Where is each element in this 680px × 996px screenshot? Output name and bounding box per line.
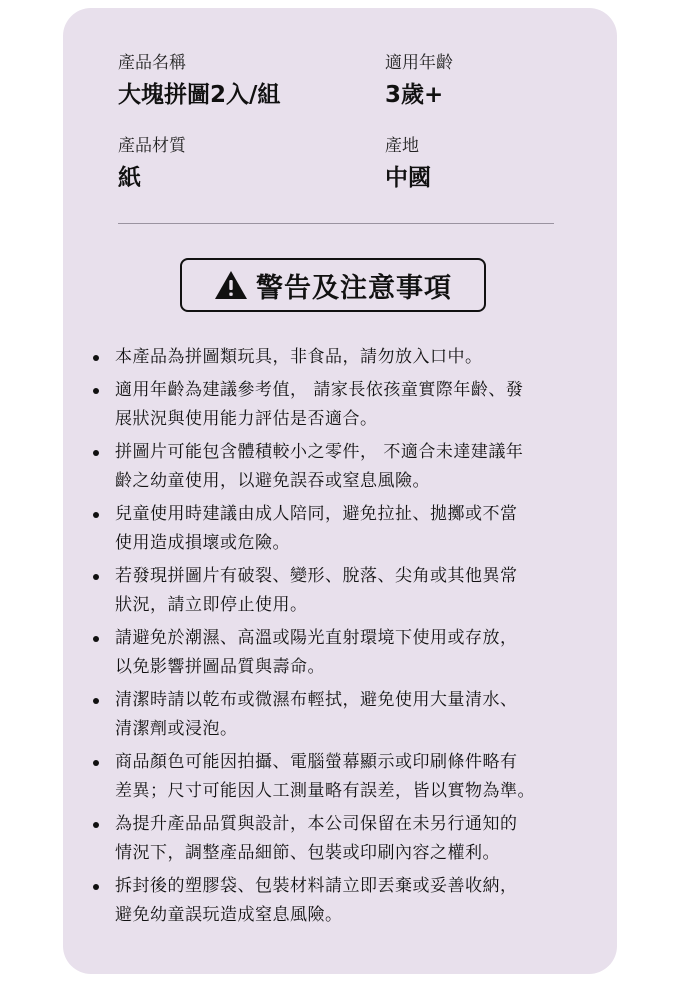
warning-header (180, 258, 486, 312)
note-line: 為提升產品品質與設計，本公司保留在未另行通知的 (115, 814, 518, 834)
warning-note-item (93, 500, 593, 558)
note-line: 避免幼童誤玩造成窒息風險。 (115, 905, 343, 925)
warning-title: 警告及注意事項 (256, 272, 452, 304)
bullet-icon (93, 884, 99, 890)
bullet-icon (93, 760, 99, 766)
spec-value: 中國 (385, 165, 431, 191)
spec-label: 產品材質 (118, 136, 186, 156)
spec-label: 產品名稱 (118, 53, 186, 73)
warning-note-item (93, 376, 593, 434)
warning-note-item (93, 686, 593, 744)
bullet-icon (93, 450, 99, 456)
bullet-icon (93, 355, 99, 361)
spec-material (118, 135, 186, 193)
spec-product-name (118, 52, 280, 110)
note-line: 清潔劑或浸泡。 (115, 719, 238, 739)
warning-note-item (93, 624, 593, 682)
spec-value: 紙 (118, 165, 141, 191)
note-line: 商品顏色可能因拍攝、電腦螢幕顯示或印刷條件略有 (115, 752, 518, 772)
spec-origin (385, 135, 431, 193)
warning-note-item (93, 438, 593, 496)
note-line: 以免影響拼圖品質與壽命。 (115, 657, 325, 677)
warning-notes-list (93, 343, 593, 934)
note-line: 拼圖片可能包含體積較小之零件， 不適合未達建議年 (115, 442, 524, 462)
note-line: 差異；尺寸可能因人工測量略有誤差，皆以實物為準。 (115, 781, 535, 801)
spec-label: 適用年齡 (385, 53, 453, 73)
note-line: 兒童使用時建議由成人陪同，避免拉扯、拋擲或不當 (115, 504, 518, 524)
note-line: 狀況，請立即停止使用。 (115, 595, 308, 615)
spec-value: 3歲+ (385, 82, 444, 108)
spec-age-range (385, 52, 453, 110)
note-line: 展狀況與使用能力評估是否適合。 (115, 409, 378, 429)
bullet-icon (93, 636, 99, 642)
bullet-icon (93, 574, 99, 580)
warning-note-item (93, 562, 593, 620)
bullet-icon (93, 512, 99, 518)
warning-triangle-icon (214, 270, 248, 300)
note-line: 清潔時請以乾布或微濕布輕拭，避免使用大量清水、 (115, 690, 518, 710)
note-line: 本產品為拼圖類玩具，非食品，請勿放入口中。 (115, 347, 483, 367)
spec-value: 大塊拼圖2入/組 (118, 82, 281, 108)
warning-note-item (93, 343, 593, 372)
section-divider (118, 223, 554, 224)
note-line: 若發現拼圖片有破裂、變形、脫落、尖角或其他異常 (115, 566, 518, 586)
note-line: 情況下，調整產品細節、包裝或印刷內容之權利。 (115, 843, 500, 863)
warning-note-item (93, 872, 593, 930)
bullet-icon (93, 822, 99, 828)
note-line: 適用年齡為建議參考值， 請家長依孩童實際年齡、發 (115, 380, 524, 400)
warning-note-item (93, 748, 593, 806)
spec-label: 產地 (385, 136, 419, 156)
warning-note-item (93, 810, 593, 868)
product-info-card (63, 8, 617, 974)
bullet-icon (93, 388, 99, 394)
note-line: 請避免於潮濕、高溫或陽光直射環境下使用或存放， (115, 628, 518, 648)
note-line: 使用造成損壞或危險。 (115, 533, 290, 553)
bullet-icon (93, 698, 99, 704)
note-line: 齡之幼童使用，以避免誤吞或窒息風險。 (115, 471, 430, 491)
note-line: 拆封後的塑膠袋、包裝材料請立即丟棄或妥善收納， (115, 876, 518, 896)
